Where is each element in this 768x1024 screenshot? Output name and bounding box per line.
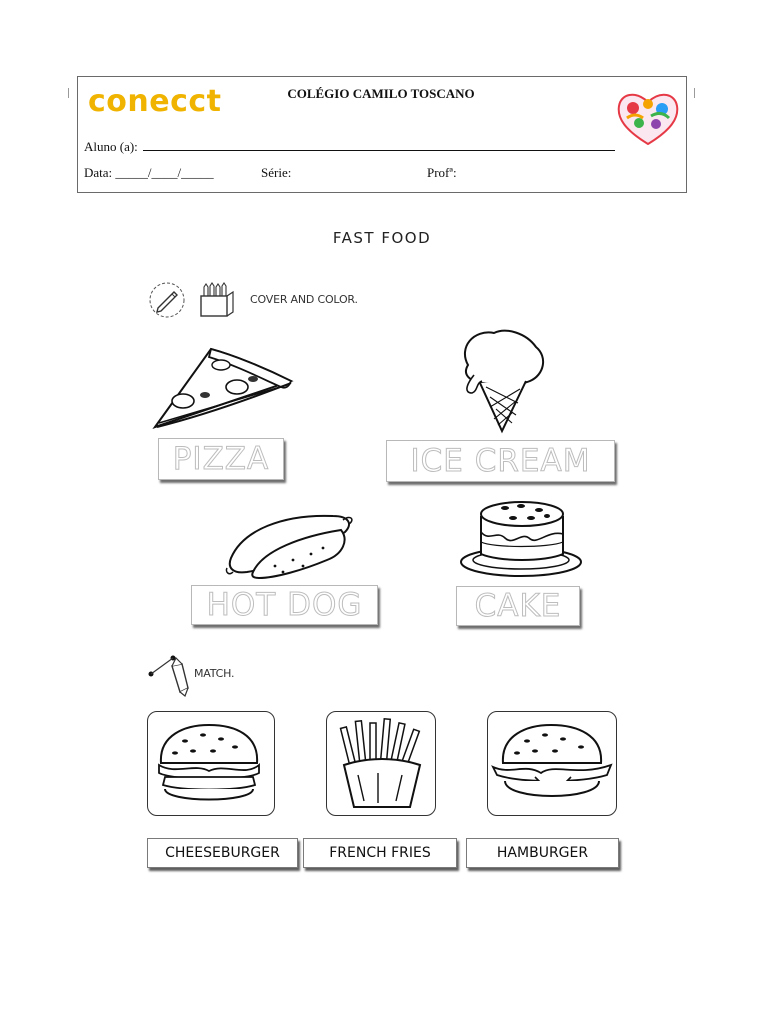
label-cheeseburger[interactable]: CHEESEBURGER xyxy=(147,838,298,868)
pencil-match-icon xyxy=(146,654,192,696)
french-fries-icon xyxy=(338,717,426,809)
student-name-line[interactable] xyxy=(143,150,615,151)
trace-box-hot-dog[interactable] xyxy=(191,585,378,625)
trace-box-cake[interactable] xyxy=(456,586,580,626)
instruction-cover-and-color: COVER AND COLOR. xyxy=(250,293,358,306)
trace-word-hot-dog: HOT DOG xyxy=(206,586,363,623)
teacher-label: Profª: xyxy=(427,165,457,180)
trace-box-pizza[interactable] xyxy=(158,438,284,480)
label-french-fries[interactable]: FRENCH FRIES xyxy=(303,838,457,868)
trace-box-ice-cream[interactable] xyxy=(386,440,615,482)
crop-mark-right xyxy=(694,88,695,98)
pizza-icon xyxy=(153,343,295,431)
trace-word-ice-cream: ICE CREAM xyxy=(410,442,591,479)
grade-label: Série: xyxy=(261,165,292,180)
pencil-icon xyxy=(148,281,186,319)
trace-word-pizza: PIZZA xyxy=(172,440,270,477)
label-hamburger[interactable]: HAMBURGER xyxy=(466,838,619,868)
cheeseburger-icon xyxy=(155,723,263,805)
school-name: COLÉGIO CAMILO TOSCANO xyxy=(287,86,475,101)
school-logo: conecct xyxy=(88,84,222,119)
student-label: Aluno (a): xyxy=(84,139,138,154)
ice-cream-icon xyxy=(456,327,548,435)
hamburger-icon xyxy=(491,723,613,805)
date-label: Data: _____/____/_____ xyxy=(84,165,214,180)
worksheet-title: FAST FOOD xyxy=(332,229,432,247)
cake-icon xyxy=(459,498,584,580)
school-badge-icon xyxy=(615,88,681,148)
instruction-match: MATCH. xyxy=(194,667,235,680)
crayons-icon xyxy=(198,282,236,318)
crop-mark-left xyxy=(68,88,69,98)
hot-dog-icon xyxy=(223,510,355,580)
trace-word-cake: CAKE xyxy=(474,587,562,624)
